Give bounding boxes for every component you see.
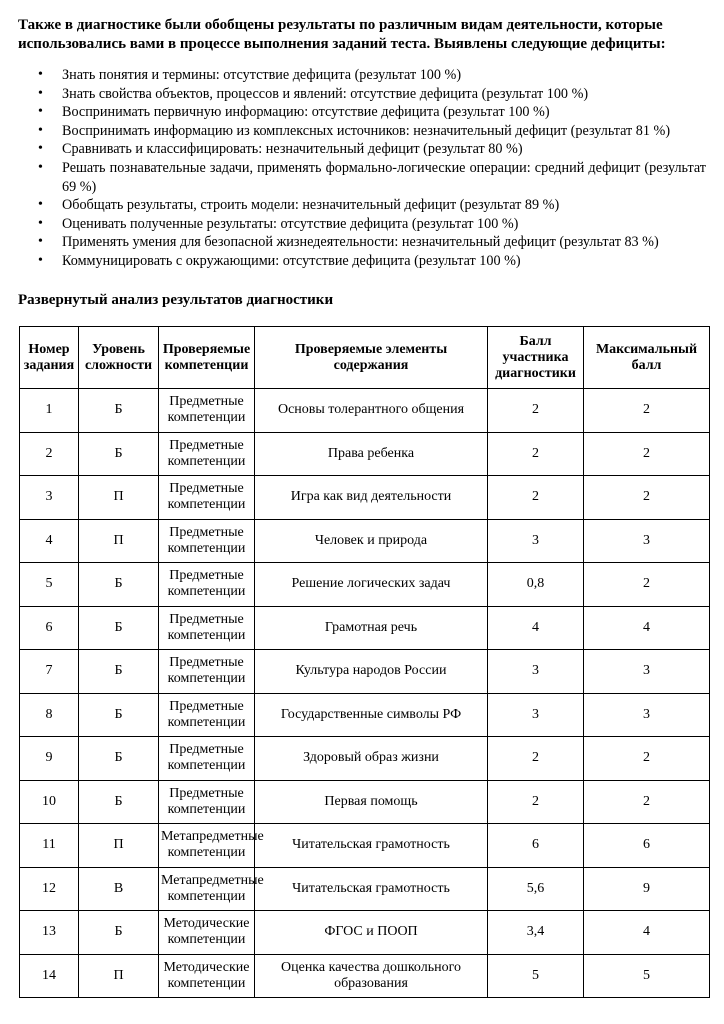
list-item-text: Оценивать полученные результаты: отсутствие дефицита (результат 100 %)	[62, 215, 519, 232]
table-row	[20, 476, 710, 520]
cell-participant-score: 3	[488, 693, 584, 737]
cell-competencies: Предметные компетенции	[159, 432, 255, 476]
table-row	[20, 519, 710, 563]
deficits-list	[38, 66, 706, 271]
cell-participant-score: 2	[488, 432, 584, 476]
cell-task-number: 8	[20, 693, 79, 737]
header-competencies: Проверяемые компетенции	[159, 327, 255, 389]
cell-competencies: Предметные компетенции	[159, 737, 255, 781]
cell-max-score: 3	[584, 693, 710, 737]
table-header-row	[20, 327, 710, 389]
cell-content-element: Права ребенка	[255, 432, 488, 476]
cell-difficulty-level: Б	[79, 606, 159, 650]
list-item-text: Воспринимать информацию из комплексных источников: незначительный дефицит (результат 81 %)	[62, 122, 671, 139]
cell-difficulty-level: Б	[79, 737, 159, 781]
cell-max-score: 3	[584, 650, 710, 694]
cell-task-number: 6	[20, 606, 79, 650]
cell-competencies: Методические компетенции	[159, 911, 255, 955]
cell-max-score: 5	[584, 954, 710, 998]
list-item-text: Сравнивать и классифицировать: незначительный дефицит (результат 80 %)	[62, 141, 523, 158]
cell-competencies: Метапредметные компетенции	[159, 824, 255, 868]
cell-difficulty-level: Б	[79, 563, 159, 607]
cell-competencies: Предметные компетенции	[159, 693, 255, 737]
cell-content-element: Читательская грамотность	[255, 867, 488, 911]
table-row	[20, 389, 710, 433]
list-item-text: Знать понятия и термины: отсутствие дефицита (результат 100 %)	[62, 67, 462, 83]
cell-max-score: 6	[584, 824, 710, 868]
list-item-text: Воспринимать первичную информацию: отсутствие дефицита (результат 100 %)	[62, 104, 550, 121]
cell-difficulty-level: Б	[79, 911, 159, 955]
list-item	[38, 196, 706, 215]
cell-difficulty-level: П	[79, 476, 159, 520]
cell-task-number: 5	[20, 563, 79, 607]
cell-competencies: Методические компетенции	[159, 954, 255, 998]
bullet-icon: •	[38, 215, 43, 231]
cell-task-number: 10	[20, 780, 79, 824]
cell-participant-score: 4	[488, 606, 584, 650]
bullet-icon: •	[38, 252, 43, 268]
cell-task-number: 3	[20, 476, 79, 520]
header-difficulty-level: Уровень сложности	[79, 327, 159, 389]
list-item-text: Применять умения для безопасной жизнедеятельности: незначительный дефицит (результат 83 %)	[62, 234, 659, 251]
cell-content-element: Человек и природа	[255, 519, 488, 563]
cell-participant-score: 2	[488, 737, 584, 781]
cell-difficulty-level: Б	[79, 389, 159, 433]
cell-participant-score: 2	[488, 476, 584, 520]
cell-content-element: Оценка качества дошкольного образования	[255, 954, 488, 998]
cell-difficulty-level: В	[79, 867, 159, 911]
bullet-icon: •	[38, 197, 43, 213]
table-row	[20, 911, 710, 955]
bullet-icon: •	[38, 67, 43, 82]
cell-competencies: Предметные компетенции	[159, 780, 255, 824]
table-row	[20, 867, 710, 911]
cell-task-number: 9	[20, 737, 79, 781]
results-table	[19, 326, 710, 998]
cell-content-element: Игра как вид деятельности	[255, 476, 488, 520]
table-row	[20, 563, 710, 607]
cell-task-number: 14	[20, 954, 79, 998]
cell-content-element: Основы толерантного общения	[255, 389, 488, 433]
cell-task-number: 11	[20, 824, 79, 868]
header-task-number: Номер задания	[20, 327, 79, 389]
header-max-score: Максимальный балл	[584, 327, 710, 389]
list-item	[38, 85, 706, 104]
cell-task-number: 7	[20, 650, 79, 694]
cell-difficulty-level: Б	[79, 650, 159, 694]
cell-competencies: Предметные компетенции	[159, 563, 255, 607]
cell-max-score: 2	[584, 780, 710, 824]
table-row	[20, 824, 710, 868]
cell-max-score: 2	[584, 737, 710, 781]
cell-content-element: Культура народов России	[255, 650, 488, 694]
list-item-text: Решать познавательные задачи, применять формально-логические операции: средний дефицит (результат 69 %)	[62, 159, 706, 195]
cell-task-number: 2	[20, 432, 79, 476]
cell-content-element: Первая помощь	[255, 780, 488, 824]
list-item	[38, 252, 706, 271]
list-item	[38, 140, 706, 159]
cell-difficulty-level: П	[79, 954, 159, 998]
table-row	[20, 693, 710, 737]
header-content-elements: Проверяемые элементы содержания	[255, 327, 488, 389]
list-item	[38, 159, 706, 196]
list-item	[38, 122, 706, 141]
cell-difficulty-level: Б	[79, 693, 159, 737]
cell-task-number: 13	[20, 911, 79, 955]
cell-participant-score: 2	[488, 389, 584, 433]
cell-participant-score: 3,4	[488, 911, 584, 955]
cell-participant-score: 5,6	[488, 867, 584, 911]
cell-difficulty-level: Б	[79, 432, 159, 476]
cell-participant-score: 3	[488, 519, 584, 563]
list-item	[38, 233, 706, 252]
cell-competencies: Предметные компетенции	[159, 519, 255, 563]
cell-max-score: 3	[584, 519, 710, 563]
cell-participant-score: 3	[488, 650, 584, 694]
cell-task-number: 1	[20, 389, 79, 433]
table-row	[20, 606, 710, 650]
bullet-icon: •	[38, 159, 43, 175]
cell-content-element: ФГОС и ПООП	[255, 911, 488, 955]
cell-competencies: Предметные компетенции	[159, 606, 255, 650]
cell-max-score: 2	[584, 432, 710, 476]
cell-participant-score: 6	[488, 824, 584, 868]
intro-paragraph: Также в диагностике были обобщены результаты по различным видам деятельности, которые использовались вами в процессе выполнения заданий теста. Выявлены следующие дефициты:	[18, 17, 666, 52]
cell-participant-score: 0,8	[488, 563, 584, 607]
cell-difficulty-level: П	[79, 824, 159, 868]
table-row	[20, 432, 710, 476]
cell-max-score: 2	[584, 563, 710, 607]
list-item-text: Коммуницировать с окружающими: отсутствие дефицита (результат 100 %)	[62, 252, 521, 269]
list-item	[38, 215, 706, 234]
results-table-body	[20, 389, 710, 998]
table-row	[20, 954, 710, 998]
bullet-icon: •	[38, 122, 43, 138]
cell-task-number: 12	[20, 867, 79, 911]
cell-content-element: Государственные символы РФ	[255, 693, 488, 737]
cell-content-element: Решение логических задач	[255, 563, 488, 607]
bullet-icon: •	[38, 141, 43, 157]
cell-max-score: 9	[584, 867, 710, 911]
cell-max-score: 2	[584, 389, 710, 433]
cell-difficulty-level: П	[79, 519, 159, 563]
cell-content-element: Читательская грамотность	[255, 824, 488, 868]
list-item-text: Знать свойства объектов, процессов и явлений: отсутствие дефицита (результат 100 %)	[62, 85, 589, 102]
cell-competencies: Предметные компетенции	[159, 476, 255, 520]
header-participant-score: Балл участника диагностики	[488, 327, 584, 389]
cell-content-element: Грамотная речь	[255, 606, 488, 650]
list-item-text: Обобщать результаты, строить модели: незначительный дефицит (результат 89 %)	[62, 197, 560, 214]
table-row	[20, 737, 710, 781]
list-item	[38, 103, 706, 122]
cell-max-score: 4	[584, 911, 710, 955]
bullet-icon: •	[38, 104, 43, 120]
bullet-icon: •	[38, 85, 43, 101]
cell-competencies: Предметные компетенции	[159, 389, 255, 433]
cell-max-score: 4	[584, 606, 710, 650]
cell-max-score: 2	[584, 476, 710, 520]
cell-participant-score: 2	[488, 780, 584, 824]
list-item	[38, 66, 706, 85]
bullet-icon: •	[38, 234, 43, 250]
cell-participant-score: 5	[488, 954, 584, 998]
cell-content-element: Здоровый образ жизни	[255, 737, 488, 781]
table-row	[20, 780, 710, 824]
cell-task-number: 4	[20, 519, 79, 563]
cell-difficulty-level: Б	[79, 780, 159, 824]
cell-competencies: Метапредметные компетенции	[159, 867, 255, 911]
section-title: Развернутый анализ результатов диагностики	[18, 292, 334, 308]
table-row	[20, 650, 710, 694]
cell-competencies: Предметные компетенции	[159, 650, 255, 694]
